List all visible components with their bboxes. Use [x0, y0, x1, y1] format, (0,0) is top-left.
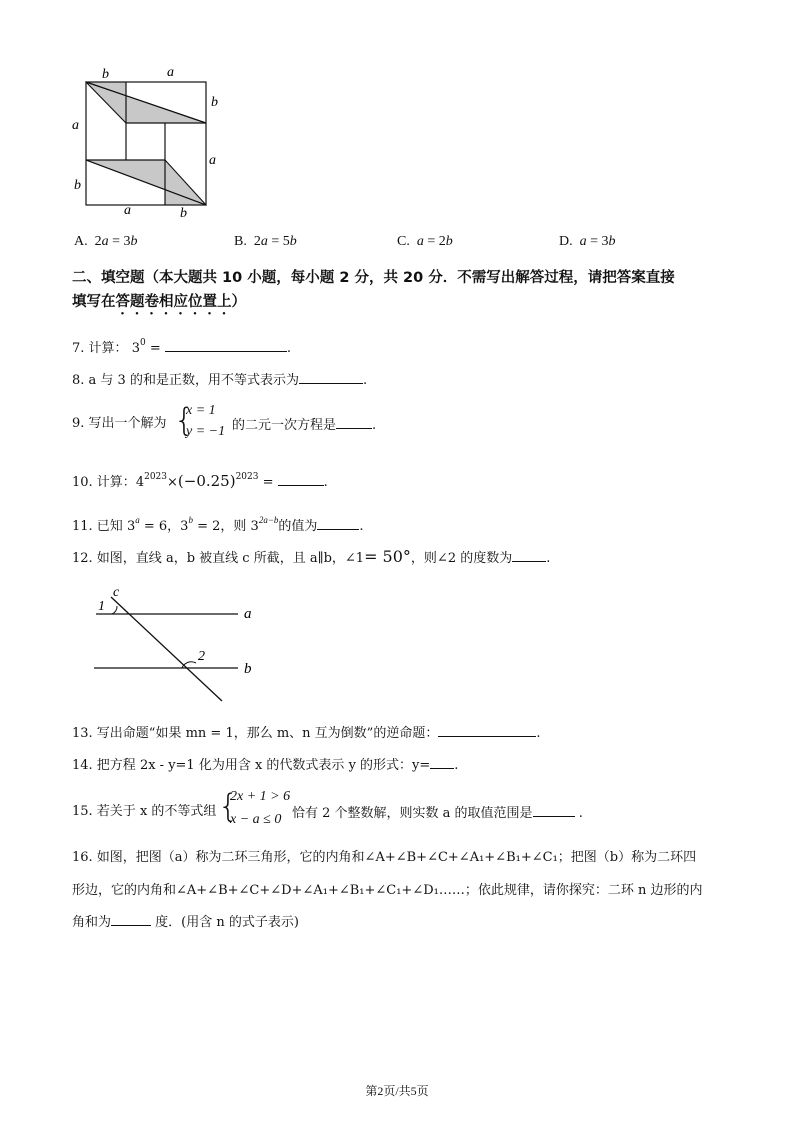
q16-answer-blank[interactable]: [111, 911, 151, 926]
q15-suffix: 恰有 2 个整数解，则实数 a 的取值范围是: [292, 806, 533, 821]
q7-exp: 0: [139, 338, 146, 348]
q11-b-val: = 2，则: [192, 519, 247, 534]
label-a-top: a: [167, 65, 174, 80]
q13-text: 13. 写出命题“如果 mn = 1，那么 m、n 互为倒数”的逆命题：: [72, 726, 439, 741]
option-letter: A.: [74, 234, 88, 249]
question-14: [72, 754, 458, 776]
page-footer: 第2页/共5页: [365, 1084, 429, 1098]
q14-answer-blank[interactable]: [430, 754, 454, 769]
label-c: c: [113, 585, 120, 600]
q11-end: .: [359, 519, 364, 534]
q15-ineq1: 2x + 1 > 6: [230, 789, 291, 804]
question-16-line3: [72, 911, 299, 933]
option-eq: =: [586, 234, 602, 249]
q14-text: 14. 把方程 2x - y=1 化为用含 x 的代数式表示 y 的形式：y=: [72, 758, 431, 773]
q10-exp1: 2023: [144, 472, 167, 482]
q11-suffix: 的值为: [278, 519, 318, 534]
option-rhs-coef: 3: [601, 234, 609, 249]
q15-answer-blank[interactable]: [533, 802, 575, 817]
option-lhs-coef: 2: [94, 234, 102, 249]
option-rhs-coef: 5: [282, 234, 290, 249]
q11-b-exp: b: [188, 515, 193, 525]
q10-prefix: 10. 计算：: [72, 475, 136, 490]
q7-base: 3: [131, 341, 140, 356]
option-b[interactable]: [234, 234, 297, 250]
q9-suffix: 的二元一次方程是: [232, 418, 337, 433]
q10-exp2: 2023: [235, 472, 259, 482]
question-9: [72, 414, 167, 434]
label-b-top: b: [102, 67, 109, 82]
label-a-right: a: [209, 153, 216, 168]
label-b-right: b: [211, 95, 218, 110]
q9-prefix: 9. 写出一个解为: [72, 416, 167, 431]
q10-paren: (−0.25): [177, 472, 236, 490]
q10-end: .: [323, 475, 328, 490]
q15-tail: [292, 802, 583, 824]
heading-dotted: 答题卷相应位置上: [115, 294, 232, 310]
q11-a-base: 3: [126, 519, 136, 534]
q15-end: .: [578, 806, 583, 821]
option-rhs-coef: 2: [438, 234, 446, 249]
question-16-line1: 16. 如图，把图（a）称为二环三角形，它的内角和∠A+∠B+∠C+∠A₁+∠B₁+∠C₁；把图（b）称为二环四: [72, 850, 697, 865]
q12-answer-blank[interactable]: [512, 547, 546, 562]
label-a-left: a: [72, 118, 79, 133]
q10-times: ×: [167, 475, 178, 490]
q10-base1: 4: [135, 475, 145, 490]
q9-tail: [232, 414, 376, 436]
q12-angle: 50°: [377, 547, 411, 566]
q12-end: .: [546, 551, 551, 566]
shaded-triangles: [86, 82, 206, 205]
rectangle-figure: [68, 62, 228, 222]
label-b-left: b: [74, 178, 81, 193]
option-letter: C.: [397, 234, 410, 249]
option-c[interactable]: [397, 234, 453, 250]
q9-eq2: y = −1: [186, 424, 226, 439]
option-lhs-var: a: [579, 234, 587, 249]
option-letter: B.: [234, 234, 247, 249]
option-eq: =: [423, 234, 439, 249]
q11-c-base: 3: [250, 519, 259, 534]
angle-2-arc: [182, 662, 196, 668]
q11-a-exp: a: [135, 515, 140, 525]
q11-c-exp: 2a−b: [258, 515, 279, 525]
q8-answer-blank[interactable]: [299, 369, 363, 384]
question-12: [72, 547, 550, 569]
option-lhs-coef: 2: [253, 234, 261, 249]
q16-prefix: 角和为: [72, 915, 112, 930]
section-heading-line1: 二、填空题（本大题共 10 小题，每小题 2 分，共 20 分．不需写出解答过程，请把答案直接: [72, 270, 675, 286]
question-13: [72, 722, 540, 744]
q11-a-val: = 6，: [139, 519, 181, 534]
option-rhs-var: b: [289, 234, 297, 249]
option-rhs-coef: 3: [123, 234, 131, 249]
q9-brace: {: [174, 401, 195, 439]
question-7: [72, 333, 291, 359]
q7-prefix: 7. 计算：: [72, 341, 128, 356]
q11-prefix: 11. 已知: [72, 519, 123, 534]
q7-eq: =: [145, 341, 161, 356]
q16-suffix: 度．(用含 n 的式子表示): [151, 915, 299, 930]
q12-text2: ，则∠2 的度数为: [410, 551, 513, 566]
question-8: [72, 369, 367, 391]
label-a: a: [244, 606, 252, 622]
option-rhs-var: b: [608, 234, 616, 249]
q9-answer-blank[interactable]: [336, 414, 372, 429]
q12-eq: =: [364, 547, 378, 566]
q14-end: .: [454, 758, 459, 773]
q11-answer-blank[interactable]: [317, 515, 359, 530]
q13-answer-blank[interactable]: [438, 722, 536, 737]
q9-eq1: x = 1: [186, 403, 216, 418]
q12-text1: 12. 如图，直线 a，b 被直线 c 所截，且 a∥b，∠1: [72, 551, 365, 566]
option-lhs-var: a: [416, 234, 424, 249]
q10-answer-blank[interactable]: [278, 471, 324, 486]
q15-prefix: 15. 若关于 x 的不等式组: [72, 804, 217, 819]
option-lhs-var: a: [260, 234, 268, 249]
option-rhs-var: b: [130, 234, 138, 249]
q15-ineq2: x − a ≤ 0: [230, 812, 282, 827]
option-d[interactable]: [559, 234, 616, 250]
q15-brace: {: [218, 787, 239, 825]
option-rhs-var: b: [445, 234, 453, 249]
question-15: [72, 802, 216, 822]
heading-plain: 填写在: [72, 294, 116, 310]
question-16-line2: 形边，它的内角和∠A+∠B+∠C+∠D+∠A₁+∠B₁+∠C₁+∠D₁……；依此规律，请你探究：二环 n 边形的内: [72, 883, 703, 898]
option-eq: =: [267, 234, 283, 249]
q9-end: .: [372, 418, 377, 433]
heading-suffix: ）: [231, 294, 246, 310]
section-heading-line2: [72, 290, 246, 318]
label-b-bottom: b: [180, 206, 187, 221]
option-eq: =: [108, 234, 124, 249]
label-b: b: [244, 661, 252, 677]
question-11: [72, 510, 364, 537]
question-10: [72, 467, 328, 493]
q8-end: .: [362, 373, 368, 388]
q13-end: .: [536, 726, 541, 741]
parallel-lines-figure: [90, 584, 280, 710]
q11-b-base: 3: [180, 519, 189, 534]
angle-1-arc: [112, 606, 117, 614]
q8-text: 8. a 与 3 的和是正数，用不等式表示为: [72, 373, 299, 388]
label-a-bottom: a: [124, 203, 131, 218]
label-2: 2: [198, 649, 205, 664]
q7-end: .: [286, 341, 292, 356]
line-c: [111, 597, 222, 701]
label-1: 1: [98, 599, 105, 614]
q7-answer-blank[interactable]: [165, 337, 287, 352]
q10-eq: =: [258, 475, 274, 490]
option-lhs-var: a: [101, 234, 109, 249]
option-a[interactable]: [74, 234, 138, 250]
option-letter: D.: [559, 234, 573, 249]
